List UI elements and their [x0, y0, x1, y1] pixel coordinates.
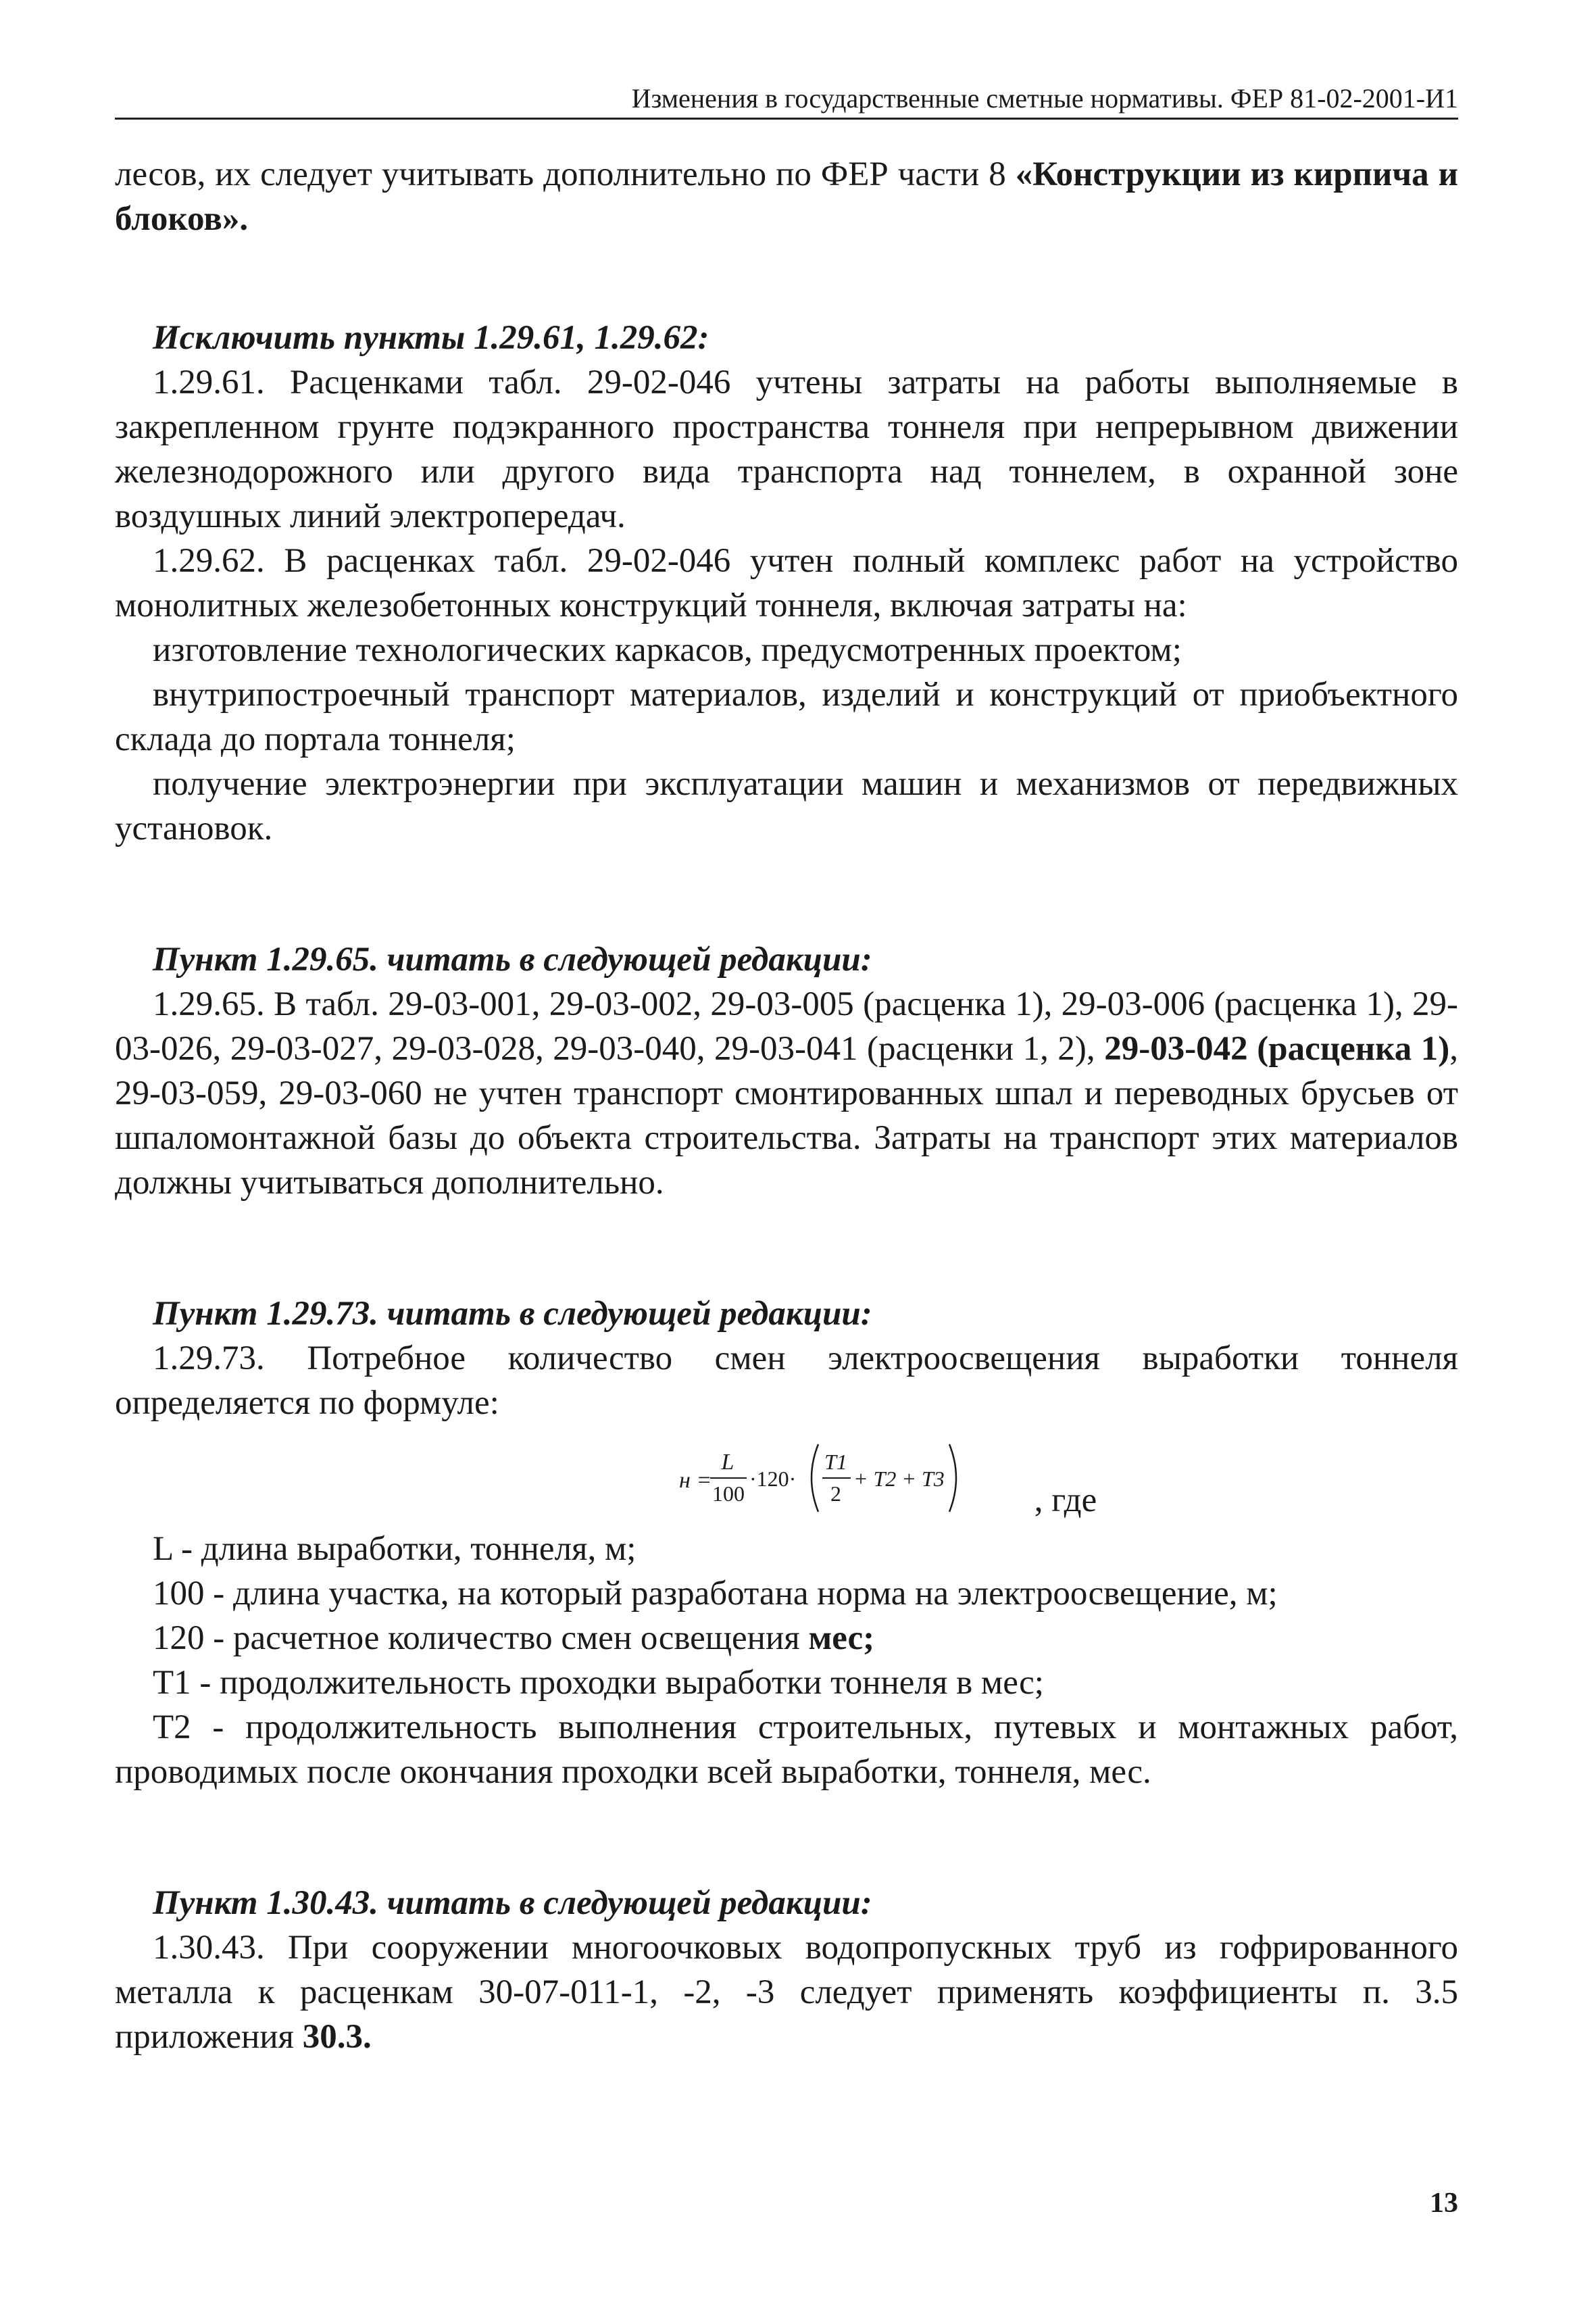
formula-inner-denominator: 2	[830, 1481, 841, 1506]
section3-heading: Пункт 1.29.73. читать в следующей редакции:	[153, 1295, 872, 1333]
formula-lhs: н =	[678, 1468, 712, 1493]
section2-heading: Пункт 1.29.65. читать в следующей редакции:	[153, 941, 872, 979]
section4-paragraph-1	[115, 1925, 1458, 2059]
section3-paragraph-1: 1.29.73. Потребное количество смен электроосвещения выработки тоннеля определяется по формуле:	[115, 1339, 1458, 1422]
formula-where: , где	[1034, 1481, 1097, 1519]
intro-bold-title: «Конструкции из кирпича и блоков».	[115, 155, 1458, 238]
definition-T1: T1 - продолжительность проходки выработки тоннеля в мес;	[153, 1664, 1044, 1702]
section4-bold-ref: 30.3.	[302, 2018, 372, 2056]
formula-denominator: 100	[712, 1481, 745, 1506]
section1-paragraph-2: 1.29.62. В расценках табл. 29-02-046 учтен полный комплекс работ на устройство монолитных железобетонных конструкций тоннеля, включая затраты на:	[115, 542, 1458, 624]
section2-text-a: 1.29.65. В табл. 29-03-001, 29-03-002, 29-03-005 (расценка 1), 29-03-006 (расценка 1), 29-03-026, 29-03-027, 29-03-028, 29-03-040, 29-03-041 (расценки 1, 2),	[115, 985, 1458, 1068]
electric-lighting-formula	[679, 1432, 1030, 1527]
formula-inner-numerator: T1	[824, 1450, 847, 1474]
formula-multiplier: ·120·	[749, 1467, 797, 1491]
definition-T2: T2 - продолжительность выполнения строительных, путевых и монтажных работ, проводимых после окончания проходки всей выработки, тоннеля, мес.	[115, 1708, 1458, 1791]
section2-paragraph-1	[115, 982, 1458, 1205]
definition-120-text: 120 - расчетное количество смен освещения	[153, 1619, 809, 1657]
formula-block	[318, 1425, 1458, 1527]
page-number: 13	[1430, 2188, 1458, 2219]
section1-paragraph-3: изготовление технологических каркасов, предусмотренных проектом;	[153, 631, 1182, 669]
page-content	[115, 152, 1458, 2059]
running-header: Изменения в государственные сметные нормативы. ФЕР 81-02-2001-И1	[115, 82, 1458, 120]
definition-L: L - длина выработки, тоннеля, м;	[153, 1530, 637, 1568]
intro-text: лесов, их следует учитывать дополнительно по ФЕР части 8	[115, 155, 1016, 193]
definition-120-bold: мес;	[808, 1619, 875, 1657]
section1-heading: Исключить пункты 1.29.61, 1.29.62:	[153, 319, 709, 357]
section2-text-b: , 29-03-059, 29-03-060 не учтен транспорт смонтированных шпал и переводных брусьев от шпаломонтажной базы до объекта строительства. Затраты на транспорт этих материалов должны учитываться дополнительно.	[115, 1030, 1459, 1202]
section4-heading: Пункт 1.30.43. читать в следующей редакции:	[153, 1884, 872, 1922]
formula-right-paren	[949, 1444, 956, 1512]
definition-120	[115, 1616, 1458, 1660]
intro-paragraph	[115, 152, 1458, 241]
formula-left-paren	[812, 1444, 818, 1512]
section1-paragraph-1: 1.29.61. Расценками табл. 29-02-046 учтены затраты на работы выполняемые в закрепленном грунте подэкранного пространства тоннеля при непрерывном движении железнодорожного или другого вида транспорта над тоннелем, в охранной зоне воздушных линий электропередач.	[115, 364, 1458, 535]
section4-text: 1.30.43. При сооружении многоочковых водопропускных труб из гофрированного металла к расценкам 30-07-011-1, -2, -3 следует применять коэффициенты п. 3.5 приложения	[115, 1929, 1458, 2056]
section1-paragraph-5: получение электроэнергии при эксплуатации машин и механизмов от передвижных установок.	[115, 765, 1458, 847]
section1-paragraph-4: внутрипостроечный транспорт материалов, изделий и конструкций от приобъектного склада до портала тоннеля;	[115, 676, 1458, 758]
section2-bold-code: 29-03-042 (расценка 1)	[1104, 1030, 1450, 1068]
formula-inner-rest: + T2 + T3	[853, 1467, 945, 1491]
formula-numerator: L	[721, 1450, 734, 1475]
definition-100: 100 - длина участка, на который разработана норма на электроосвещение, м;	[153, 1575, 1278, 1613]
